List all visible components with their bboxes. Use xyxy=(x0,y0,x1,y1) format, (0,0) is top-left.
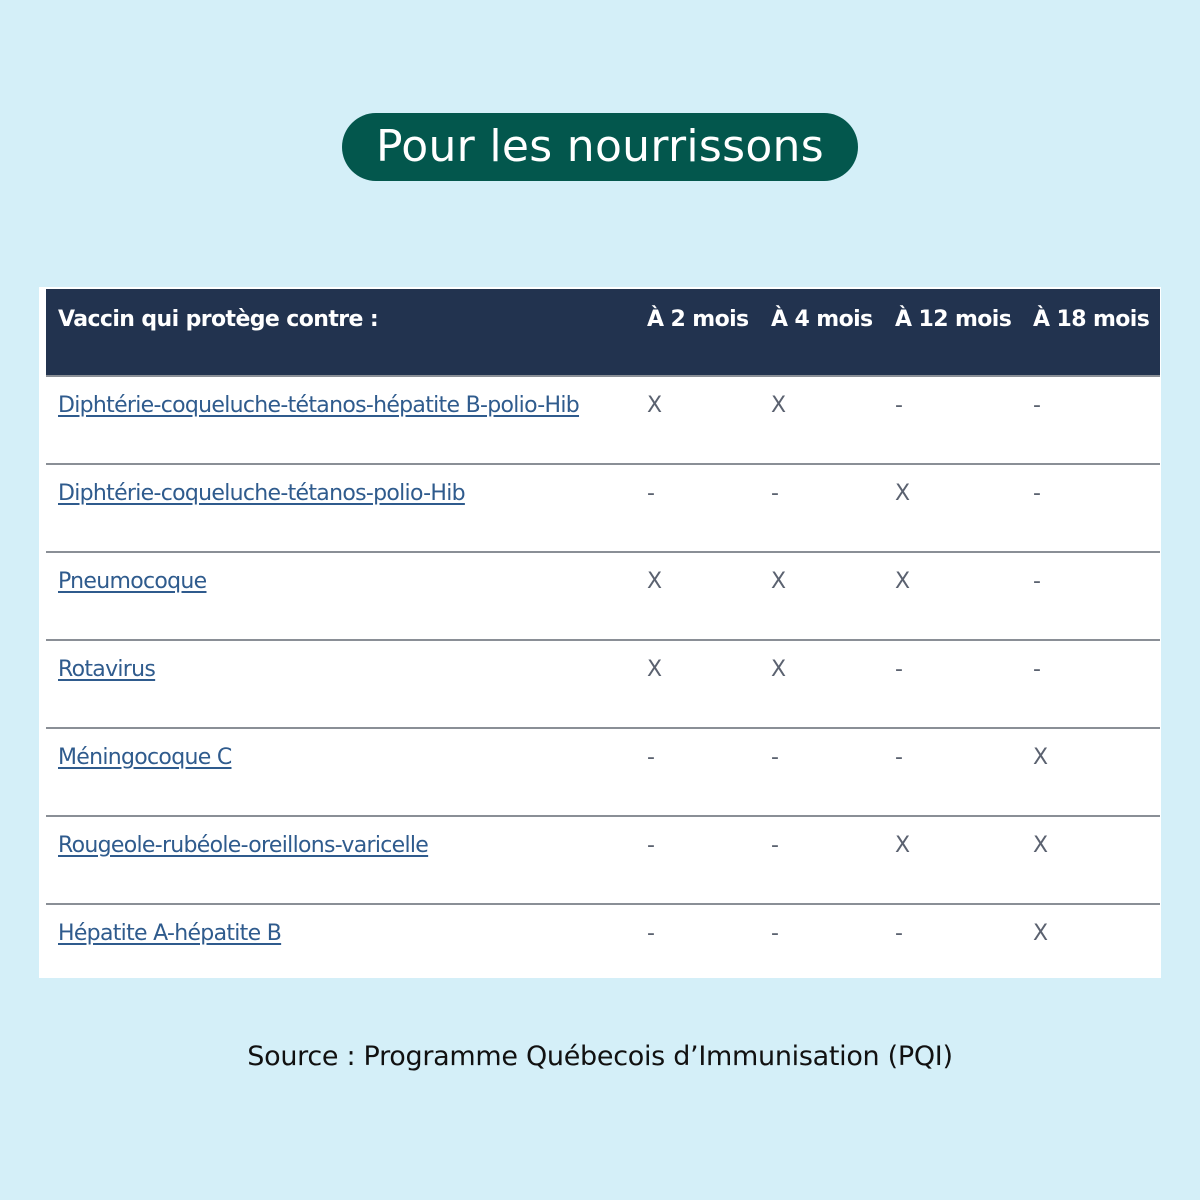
vaccine-link-meningocoque-c[interactable]: Méningocoque C xyxy=(58,745,232,770)
cell-4-months: - xyxy=(771,481,779,506)
cell-18-months: X xyxy=(1033,745,1049,770)
cell-18-months: - xyxy=(1033,481,1041,506)
vaccine-link-dcat-hb-polio-hib[interactable]: Diphtérie-coqueluche-tétanos-hépatite B-polio-Hib xyxy=(58,393,580,418)
header-vaccine: Vaccin qui protège contre : xyxy=(58,307,379,332)
cell-4-months: X xyxy=(771,393,787,418)
vaccine-link-hepatite-a-b[interactable]: Hépatite A-hépatite B xyxy=(58,921,282,946)
cell-4-months: - xyxy=(771,745,779,770)
header-18-months: À 18 mois xyxy=(1033,307,1150,332)
cell-2-months: - xyxy=(647,833,655,858)
table-row xyxy=(46,817,1160,905)
table-row xyxy=(46,465,1160,553)
cell-2-months: X xyxy=(647,569,663,594)
cell-12-months: - xyxy=(895,745,903,770)
cell-18-months: X xyxy=(1033,833,1049,858)
vaccine-link-dcat-polio-hib[interactable]: Diphtérie-coqueluche-tétanos-polio-Hib xyxy=(58,481,465,506)
table-header xyxy=(46,289,1160,377)
page-title: Pour les nourrissons xyxy=(342,113,858,181)
cell-12-months: X xyxy=(895,569,911,594)
vaccine-schedule-table xyxy=(46,289,1160,991)
table-row xyxy=(46,553,1160,641)
cell-4-months: - xyxy=(771,921,779,946)
cell-2-months: - xyxy=(647,921,655,946)
cell-12-months: X xyxy=(895,833,911,858)
cell-18-months: - xyxy=(1033,569,1041,594)
header-4-months: À 4 mois xyxy=(771,307,873,332)
cell-2-months: - xyxy=(647,481,655,506)
cell-4-months: X xyxy=(771,569,787,594)
cell-2-months: X xyxy=(647,393,663,418)
cell-2-months: - xyxy=(647,745,655,770)
cell-2-months: X xyxy=(647,657,663,682)
table-row xyxy=(46,641,1160,729)
header-12-months: À 12 mois xyxy=(895,307,1012,332)
cell-12-months: - xyxy=(895,921,903,946)
cell-18-months: X xyxy=(1033,921,1049,946)
table-row xyxy=(46,905,1160,991)
vaccine-link-rror-varicelle[interactable]: Rougeole-rubéole-oreillons-varicelle xyxy=(58,833,429,858)
cell-12-months: X xyxy=(895,481,911,506)
table-row xyxy=(46,377,1160,465)
vaccine-link-rotavirus[interactable]: Rotavirus xyxy=(58,657,156,682)
vaccine-schedule-card xyxy=(39,287,1161,978)
cell-12-months: - xyxy=(895,393,903,418)
header-2-months: À 2 mois xyxy=(647,307,749,332)
table-row xyxy=(46,729,1160,817)
cell-4-months: X xyxy=(771,657,787,682)
cell-4-months: - xyxy=(771,833,779,858)
vaccine-link-pneumocoque[interactable]: Pneumocoque xyxy=(58,569,207,594)
source-caption: Source : Programme Québecois d’Immunisation (PQI) xyxy=(247,1041,953,1072)
cell-12-months: - xyxy=(895,657,903,682)
cell-18-months: - xyxy=(1033,657,1041,682)
cell-18-months: - xyxy=(1033,393,1041,418)
